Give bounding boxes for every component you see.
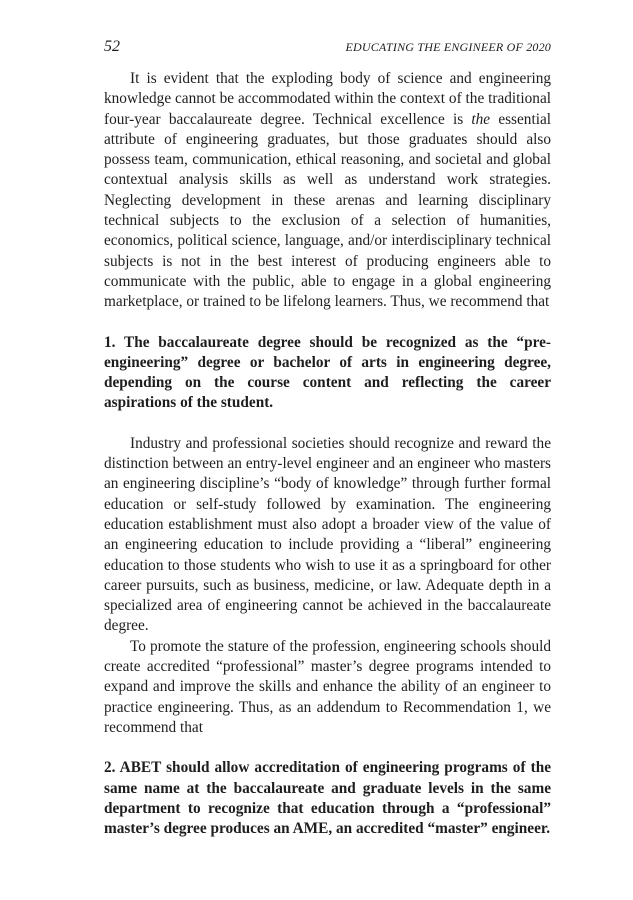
page-body <box>104 69 551 839</box>
running-head: EDUCATING THE ENGINEER OF 2020 <box>345 40 551 54</box>
emphasis-the: the <box>471 110 491 128</box>
paragraph-intro-part1: It is evident that the exploding body of science and engineering knowledge cannot be accommodated within the context of the traditional four-year baccalaureate degree. Technical excellence is <box>104 70 551 128</box>
paragraph-industry: Industry and professional societies should recognize and reward the distinction between an entry-level engineer and an engineer who masters an engineering discipline’s “body of knowledge” through further formal education or self-study followed by examination. The engineering education establishment must also adopt a broader view of the value of an engineering education to include providing a “liberal” engineering education to those students who wish to use it as a springboard for other career pursuits, such as business, medicine, or law. Adequate depth in a specialized area of engineering cannot be achieved in the baccalaureate degree. <box>104 434 551 635</box>
recommendation-1: 1. The baccalaureate degree should be recognized as the “pre-engineering” degree or bachelor of arts in engineering degree, depending on the course content and reflecting the career aspirations of the student. <box>104 333 551 412</box>
page-number: 52 <box>104 38 120 55</box>
recommendation-2: 2. ABET should allow accreditation of engineering programs of the same name at the baccalaureate and graduate levels in the same department to recognize that education through a “professional” master’s degree produces an AME, an accredited “master” engineer. <box>104 759 551 838</box>
paragraph-stature: To promote the stature of the profession, engineering schools should create accredited “professional” master’s degree programs intended to expand and improve the skills and enhance the ability of an engineer to practice engineering. Thus, as an addendum to Recommendation 1, we recommend that <box>104 637 551 736</box>
page-header <box>104 38 551 58</box>
paragraph-intro <box>104 69 551 313</box>
paragraph-intro-part2: essential attribute of engineering graduates, but those graduates should also possess team, communication, ethical reasoning, and societal and global contextual analysis skills as well as understand work strategies. Neglecting development in these arenas and learning disciplinary technical subjects to the exclusion of a selection of humanities, economics, political science, language, and/or interdisciplinary technical subjects is not in the best interest of producing engineers able to communicate with the public, able to engage in a global engineering marketplace, or trained to be lifelong learners. Thus, we recommend that <box>104 110 551 311</box>
